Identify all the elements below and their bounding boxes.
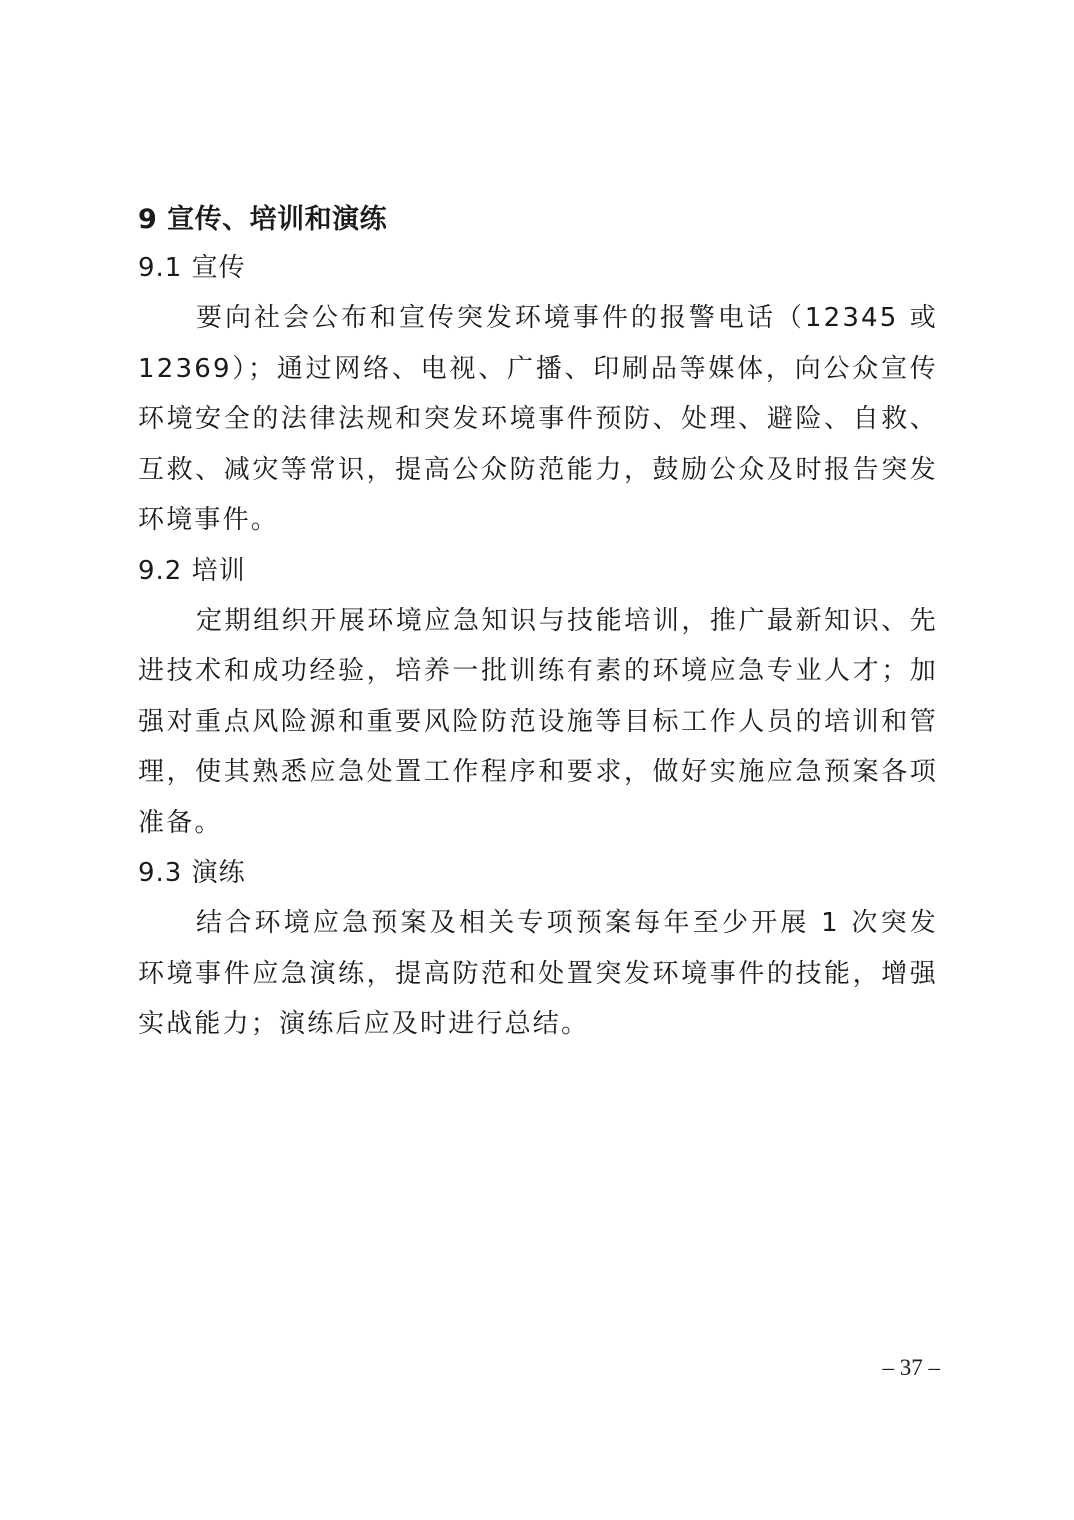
section-title: 9 宣传、培训和演练	[138, 204, 388, 235]
subsection-heading-drill: 9.3 演练	[138, 858, 246, 888]
page-number: – 37 –	[882, 1355, 940, 1380]
subsection-heading-training: 9.2 培训	[138, 555, 246, 586]
paragraph-drill: 结合环境应急预案及相关专项预案每年至少开展 1 次突发环境事件应急演练，提高防范和处置突发环境事件的技能，增强实战能力；演练后应及时进行总结。	[138, 908, 938, 1039]
paragraph-publicity: 要向社会公布和宣传突发环境事件的报警电话（12345 或12369）；通过网络、电视、广播、印刷品等媒体，向公众宣传环境安全的法律法规和突发环境事件预防、处理、避险、自救、互救、减灾等常识，提高公众防范能力，鼓励公众及时报告突发环境事件。	[138, 303, 938, 535]
document-body	[138, 197, 938, 1050]
paragraph-training: 定期组织开展环境应急知识与技能培训，推广最新知识、先进技术和成功经验，培养一批训练有素的环境应急专业人才；加强对重点风险源和重要风险防范设施等目标工作人员的培训和管理，使其熟悉应急处置工作程序和要求，做好实施应急预案各项准备。	[138, 605, 938, 838]
subsection-heading-publicity: 9.1 宣传	[138, 253, 246, 283]
